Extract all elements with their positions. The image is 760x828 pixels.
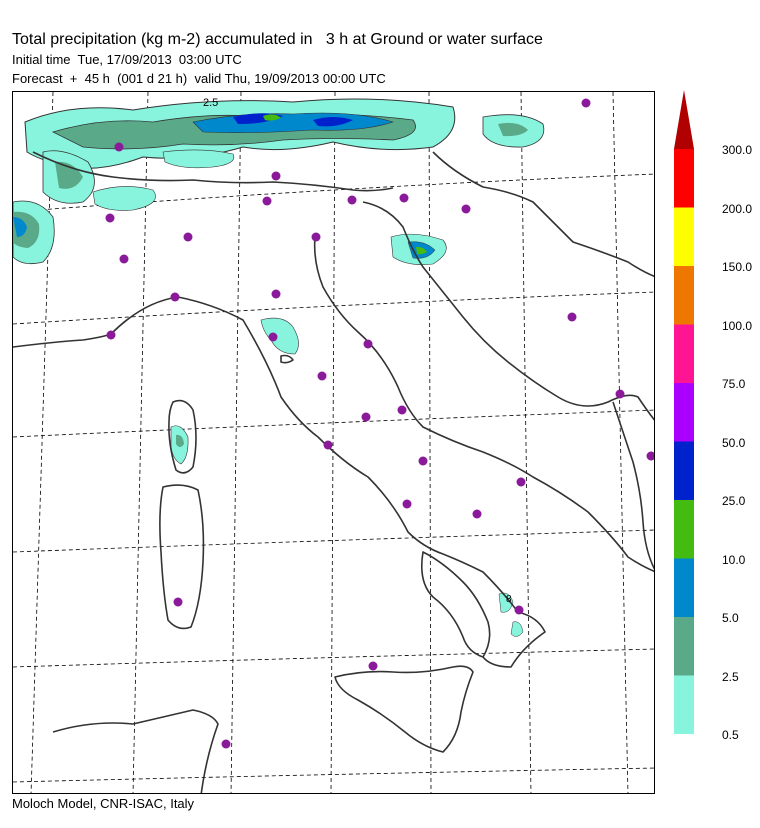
legend-label: 300.0 [722,143,753,157]
legend-label: 25.0 [722,494,746,508]
legend-label: 100.0 [722,318,753,333]
map-title: Total precipitation (kg m-2) accumulated in 3 h at Ground or water surface [12,31,543,48]
legend-label: 10.0 [722,552,746,567]
legend-label: 75.0 [722,377,746,391]
legend-arrow-icon [674,90,694,149]
legend-swatch [674,149,694,208]
model-credit: Moloch Model, CNR-ISAC, Italy [12,796,195,811]
contour-label-2: 8 [506,594,512,605]
legend-label: 50.0 [722,435,746,450]
contour-label: 2.5 [203,97,219,109]
legend-label: 200.0 [722,201,753,216]
legend-swatch [674,325,694,384]
legend-swatch [674,266,694,325]
forecast-validity: Forecast + 45 h (001 d 21 h) valid Thu, 19/09/2013 00:00 UTC [12,71,386,86]
legend-label: 0.5 [722,728,739,742]
legend-swatch [674,208,694,267]
legend-swatch [674,500,694,559]
legend-swatch [674,676,694,735]
legend-swatch [674,442,694,501]
legend-swatches [674,149,694,734]
initial-time: Initial time Tue, 17/09/2013 03:00 UTC [12,52,242,67]
legend-swatch [674,559,694,618]
legend-label: 5.0 [722,611,739,625]
legend-swatch [674,617,694,676]
legend-label: 150.0 [722,260,753,274]
legend-label: 2.5 [722,669,739,684]
legend-swatch [674,383,694,442]
